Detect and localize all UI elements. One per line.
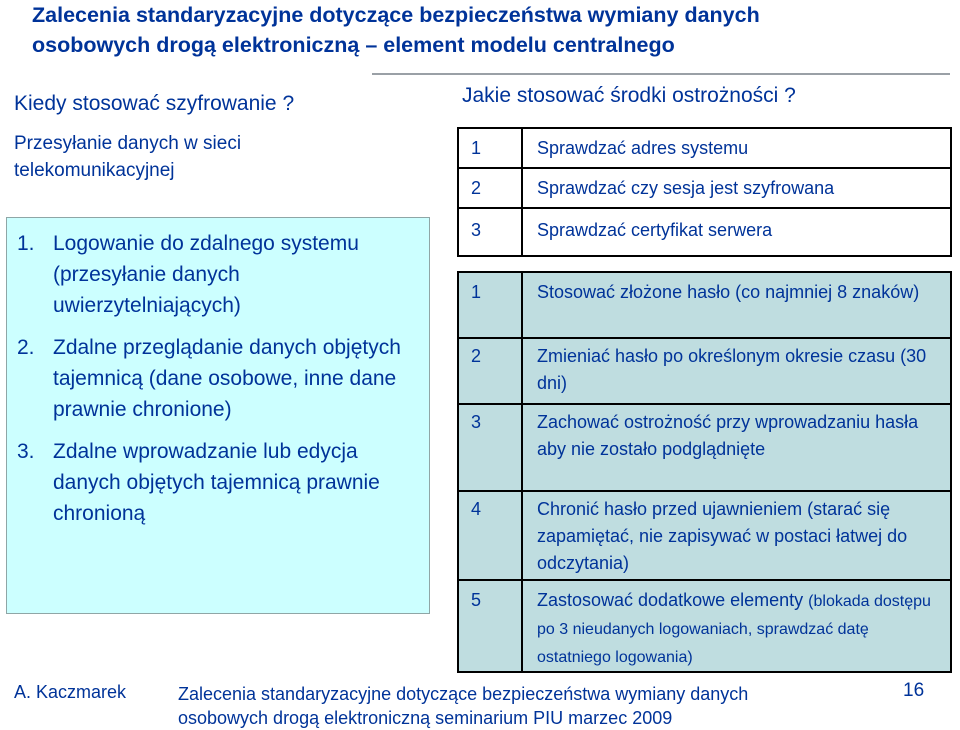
row-number: 2 [458,168,522,208]
row-text: Zachować ostrożność przy wprowadzaniu hasła aby nie zostało podglądnięte [522,404,951,491]
right-question: Jakie stosować środki ostrożności ? [462,84,796,107]
table-row [458,272,951,338]
row-text [522,580,951,672]
list-item-number: 3. [17,440,35,463]
row-number: 1 [458,272,522,338]
list-item-text: Logowanie do zdalnego systemu (przesyłanie danych uwierzytelniających) [53,232,359,317]
table-row [458,208,951,256]
slide-title-line2: osobowych drogą elektroniczną – element modelu centralnego [32,33,675,57]
list-item [13,332,413,425]
left-question: Kiedy stosować szyfrowanie ? [14,92,295,115]
row-number: 2 [458,338,522,404]
row-number: 4 [458,491,522,580]
row-number: 3 [458,404,522,491]
table-row [458,168,951,208]
table-row [458,128,951,168]
slide-title-line1: Zalecenia standaryzacyjne dotyczące bezpieczeństwa wymiany danych [32,3,760,27]
row-text-note: (blokada dostępu po 3 nieudanych logowaniach, sprawdzać datę ostatniego logowania) [537,593,931,666]
row-number: 5 [458,580,522,672]
list-item-number: 1. [17,232,35,255]
row-text-main: Zastosować dodatkowe elementy [537,590,804,610]
table-row [458,404,951,491]
list-item-text: Zdalne wprowadzanie lub edycja danych objętych tajemnicą prawnie chronioną [53,440,380,525]
list-item-number: 2. [17,336,35,359]
list-item-text: Zdalne przeglądanie danych objętych tajemnicą (dane osobowe, inne dane prawnie chronione) [53,336,401,421]
list-item [13,228,413,321]
slide-title [32,0,932,60]
row-number: 1 [458,128,522,168]
page-number: 16 [903,680,925,701]
footer-author: A. Kaczmarek [14,682,127,702]
row-text: Chronić hasło przed ujawnieniem (starać się zapamiętać, nie zapisywać w postaci łatwej do odczytania) [522,491,951,580]
row-text: Sprawdzać czy sesja jest szyfrowana [522,168,951,208]
footer-text: Zalecenia standaryzacyjne dotyczące bezpieczeństwa wymiany danych osobowych drogą elektroniczną seminarium PIU marzec 2009 [178,684,749,728]
row-text: Sprawdzać certyfikat serwera [522,208,951,256]
table-row [458,338,951,404]
row-text: Sprawdzać adres systemu [522,128,951,168]
row-number: 3 [458,208,522,256]
table-row [458,491,951,580]
password-rules-table [457,271,952,673]
server-checks-table [457,127,952,257]
list-item [13,436,413,529]
encryption-cases-list [13,228,413,540]
row-text: Zmieniać hasło po określonym okresie czasu (30 dni) [522,338,951,404]
title-divider [372,73,950,75]
row-text: Stosować złożone hasło (co najmniej 8 znaków) [522,272,951,338]
encryption-cases-box [6,217,430,614]
table-row [458,580,951,672]
left-subtitle: Przesyłanie danych w sieci telekomunikacyjnej [14,133,242,181]
